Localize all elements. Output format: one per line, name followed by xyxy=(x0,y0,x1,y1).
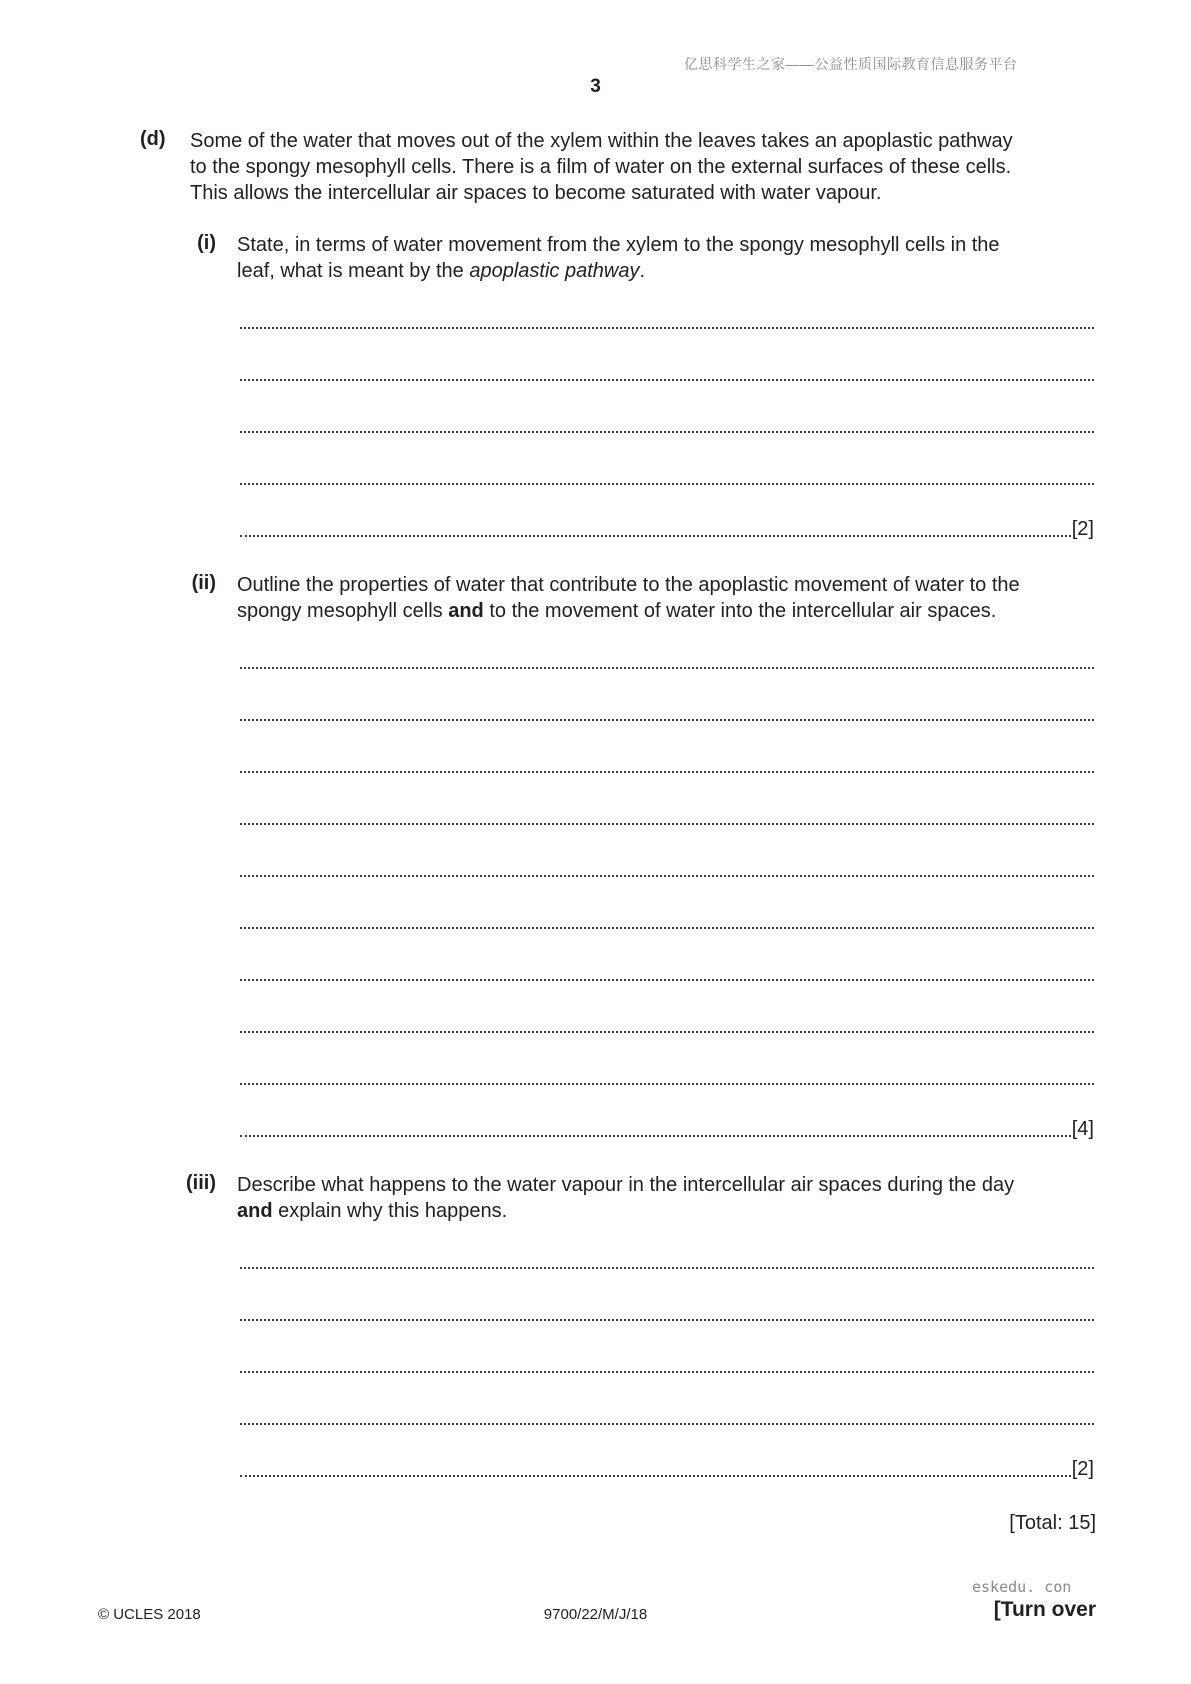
answer-line[interactable] xyxy=(240,858,1094,880)
part-ii-line-2-suffix: to the movement of water into the intercellular air spaces. xyxy=(483,600,997,622)
answer-line[interactable] xyxy=(240,1302,1094,1324)
part-i-marks: [2] xyxy=(1071,518,1094,540)
answer-line[interactable] xyxy=(240,1118,1094,1140)
answer-line[interactable] xyxy=(240,1250,1094,1272)
paper-code: 9700/22/M/J/18 xyxy=(543,1606,648,1623)
answer-line[interactable] xyxy=(240,910,1094,932)
part-iii-line-2 xyxy=(237,1198,1095,1224)
part-ii-marks: [4] xyxy=(1071,1118,1094,1140)
answer-line[interactable] xyxy=(240,806,1094,828)
answer-line[interactable] xyxy=(240,754,1094,776)
question-d-stem xyxy=(190,128,1095,206)
answer-line[interactable] xyxy=(240,310,1094,332)
part-iii-marks: [2] xyxy=(1071,1458,1094,1480)
part-i-prompt xyxy=(237,232,1095,284)
answer-line[interactable] xyxy=(240,1014,1094,1036)
turn-over-label: [Turn over xyxy=(993,1598,1096,1621)
part-iii-line-2-suffix: explain why this happens. xyxy=(272,1200,508,1222)
part-iii-line-1: Describe what happens to the water vapour in the intercellular air spaces during the day xyxy=(237,1174,1015,1196)
part-iii-prompt xyxy=(237,1172,1095,1224)
part-i-line-2 xyxy=(237,258,1095,284)
part-iii-bold-and: and xyxy=(237,1200,273,1222)
question-d-line-3: This allows the intercellular air spaces to become saturated with water vapour. xyxy=(190,182,882,204)
part-ii-label: (ii) xyxy=(191,572,216,594)
answer-line[interactable] xyxy=(240,702,1094,724)
answer-line[interactable] xyxy=(240,1066,1094,1088)
watermark-header: 亿思科学生之家——公益性质国际教育信息服务平台 xyxy=(684,56,1018,72)
question-d-line-1: Some of the water that moves out of the xylem within the leaves takes an apoplastic pathway xyxy=(190,130,1013,152)
copyright: © UCLES 2018 xyxy=(98,1606,201,1623)
part-i-line-2-prefix: leaf, what is meant by the xyxy=(237,260,470,282)
answer-line[interactable] xyxy=(240,1458,1094,1480)
answer-line[interactable] xyxy=(240,362,1094,384)
part-ii-line-1: Outline the properties of water that contribute to the apoplastic movement of water to the xyxy=(237,574,1020,596)
answer-line[interactable] xyxy=(240,962,1094,984)
part-ii-bold-and: and xyxy=(448,600,484,622)
part-i-term: apoplastic pathway xyxy=(469,260,640,282)
answer-line[interactable] xyxy=(240,414,1094,436)
part-ii-line-2-prefix: spongy mesophyll cells xyxy=(237,600,449,622)
question-d-line-2: to the spongy mesophyll cells. There is a film of water on the external surfaces of these cells. xyxy=(190,156,1012,178)
answer-line[interactable] xyxy=(240,1354,1094,1376)
answer-line[interactable] xyxy=(240,1406,1094,1428)
question-label-d: (d) xyxy=(140,128,166,150)
part-ii-prompt xyxy=(237,572,1095,624)
part-ii-line-2 xyxy=(237,598,1095,624)
part-i-label: (i) xyxy=(197,232,216,254)
part-i-line-2-suffix: . xyxy=(639,260,646,282)
part-i-line-1: State, in terms of water movement from the xylem to the spongy mesophyll cells in the xyxy=(237,234,1000,256)
part-iii-label: (iii) xyxy=(186,1172,216,1194)
answer-line[interactable] xyxy=(240,466,1094,488)
total-marks: [Total: 15] xyxy=(1009,1512,1096,1534)
answer-line[interactable] xyxy=(240,650,1094,672)
page-number: 3 xyxy=(590,76,601,97)
watermark-footer: eskedu. con xyxy=(972,1578,1072,1596)
answer-line[interactable] xyxy=(240,518,1094,540)
